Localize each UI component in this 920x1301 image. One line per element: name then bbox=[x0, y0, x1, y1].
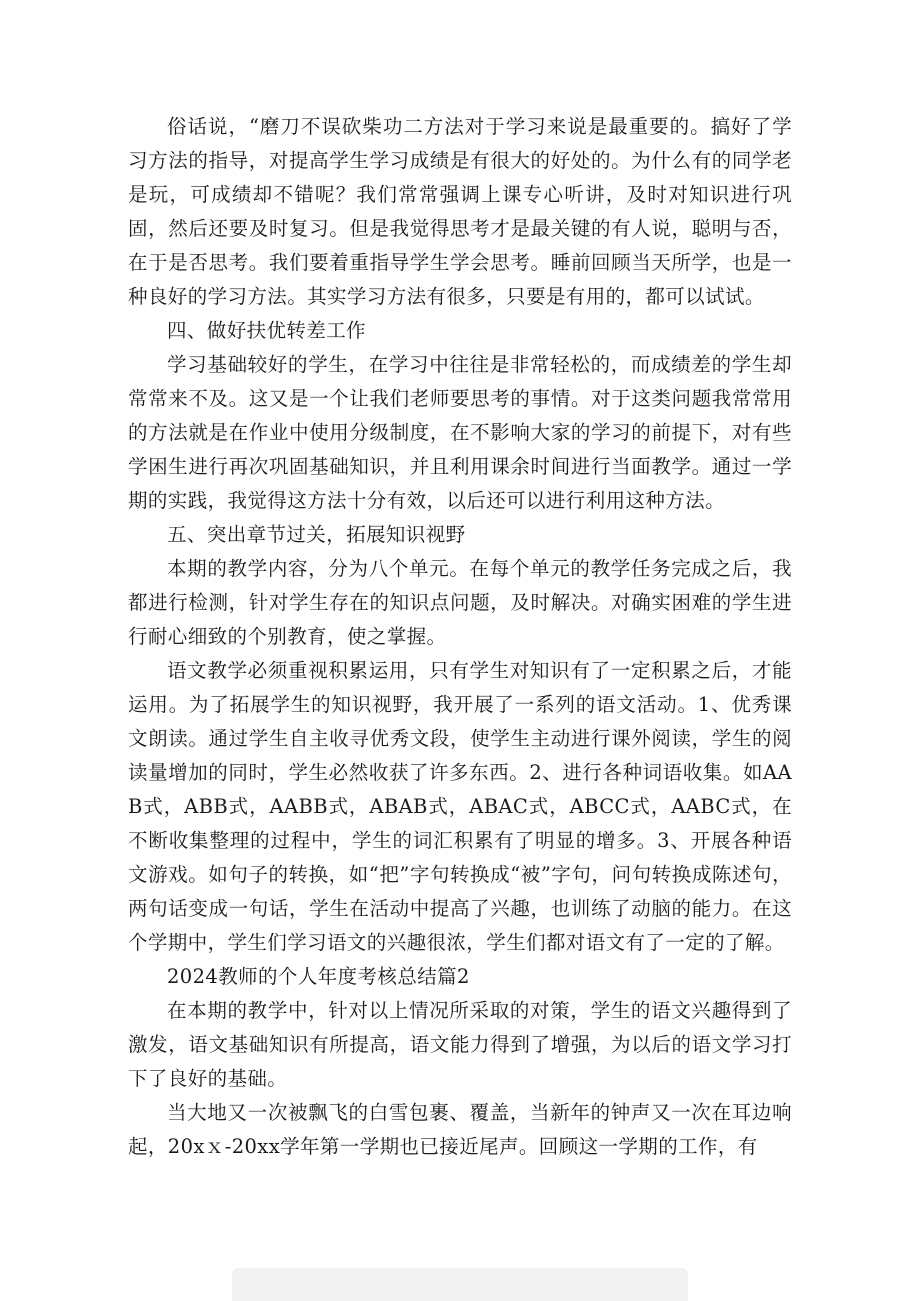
paragraph-units: 本期的教学内容，分为八个单元。在每个单元的教学任务完成之后，我都进行检测，针对学生存在的知识点问题，及时解决。对确实困难的学生进行耐心细致的个别教育，使之掌握。 bbox=[128, 557, 792, 648]
paragraph-tutoring: 学习基础较好的学生，在学习中往往是非常轻松的，而成绩差的学生却常常来不及。这又是一个让我们老师要思考的事情。对于这类问题我常常用的方法就是在作业中使用分级制度，在不影响大家的学习的前提下，对有些学困生进行再次巩固基础知识，并且利用课余时间进行当面教学。通过一学期的实践，我觉得这方法十分有效，以后还可以进行利用这种方法。 bbox=[128, 353, 792, 512]
section-heading-5: 五、突出章节过关，拓展知识视野 bbox=[167, 523, 466, 546]
paragraph-new-year: 当大地又一次被飘飞的白雪包裹、覆盖，当新年的钟声又一次在耳边响起，20xｘ-20xx学年第一学期也已接近尾声。回顾这一学期的工作，有 bbox=[128, 1101, 792, 1158]
article-title-part-2: 2024教师的个人年度考核总结篇2 bbox=[167, 965, 470, 988]
footer-bar bbox=[232, 1268, 688, 1301]
paragraph-accumulation: 语文教学必须重视积累运用，只有学生对知识有了一定积累之后，才能运用。为了拓展学生的知识视野，我开展了一系列的语文活动。1、优秀课文朗读。通过学生自主收寻优秀文段，使学生主动进行课外阅读，学生的阅读量增加的同时，学生必然收获了许多东西。2、进行各种词语收集。如AAB式，ABB式，AABB式，ABAB式，ABAC式，ABCC式，AABC式，在不断收集整理的过程中，学生的词汇积累有了明显的增多。3、开展各种语文游戏。如句子的转换，如“把”字句转换成“被”字句，问句转换成陈述句，两句话变成一句话，学生在活动中提高了兴趣，也训练了动脑的能力。在这个学期中，学生们学习语文的兴趣很浓，学生们都对语文有了一定的了解。 bbox=[128, 659, 792, 954]
paragraph-study-methods: 俗话说，“磨刀不误砍柴功二方法对于学习来说是最重要的。搞好了学习方法的指导，对提高学生学习成绩是有很大的好处的。为什么有的同学老是玩，可成绩却不错呢？我们常常强调上课专心听讲，及时对知识进行巩固，然后还要及时复习。但是我觉得思考才是最关键的有人说，聪明与否，在于是否思考。我们要着重指导学生学会思考。睡前回顾当天所学，也是一种良好的学习方法。其实学习方法有很多，只要是有用的，都可以试试。 bbox=[128, 115, 792, 308]
paragraph-results: 在本期的教学中，针对以上情况所采取的对策，学生的语文兴趣得到了激发，语文基础知识有所提高，语文能力得到了增强，为以后的语文学习打下了良好的基础。 bbox=[128, 999, 792, 1090]
section-heading-4: 四、做好扶优转差工作 bbox=[167, 319, 367, 342]
